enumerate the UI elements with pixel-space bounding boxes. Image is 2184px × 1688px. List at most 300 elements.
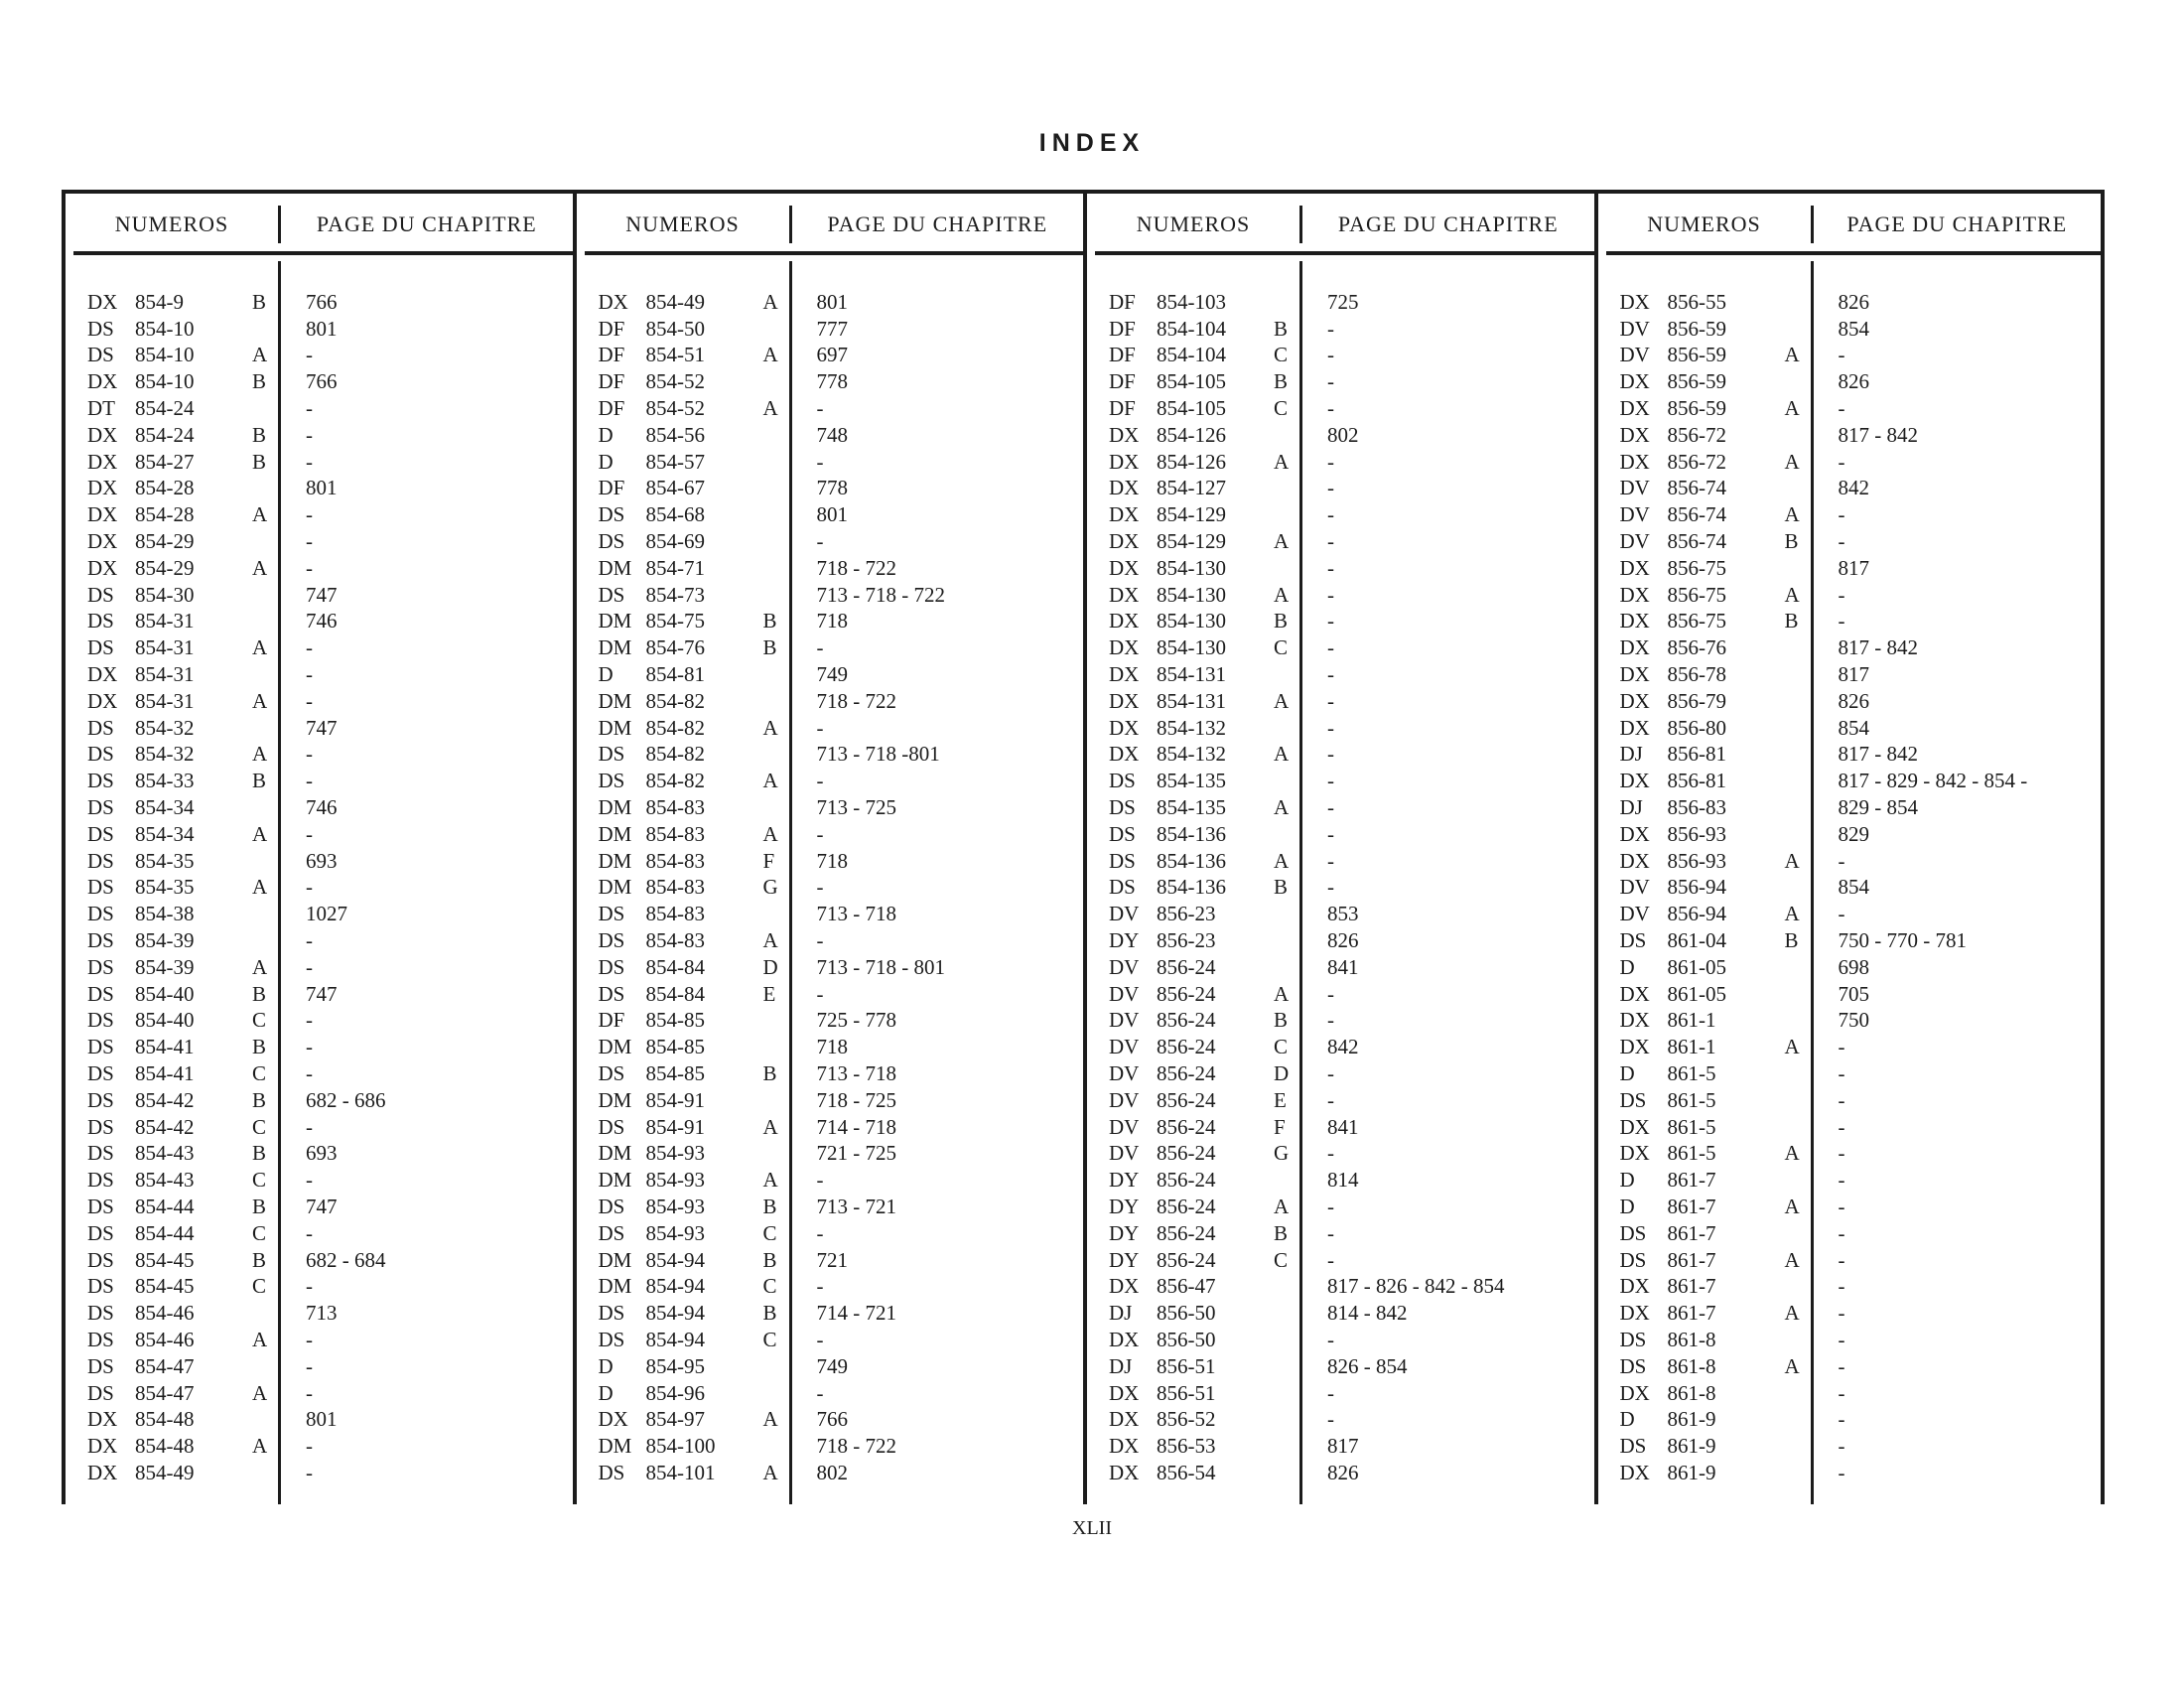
series-prefix: DX <box>598 1407 628 1432</box>
part-number: 854-84 <box>645 954 705 979</box>
chapter-pages: - <box>306 1220 313 1245</box>
index-row <box>66 927 573 954</box>
chapter-pages: - <box>816 396 824 421</box>
part-number: 856-76 <box>1667 635 1726 660</box>
chapter-pages: 721 <box>816 1247 848 1272</box>
part-number: 856-24 <box>1157 1114 1216 1139</box>
part-number: 854-69 <box>645 529 705 554</box>
variant-letter: A <box>1274 742 1290 767</box>
chapter-pages: - <box>1838 582 1845 607</box>
chapter-pages: 777 <box>816 316 848 341</box>
series-prefix: DS <box>87 795 114 820</box>
chapter-pages: 766 <box>306 289 338 314</box>
index-row <box>66 1141 573 1168</box>
index-row <box>1087 688 1594 715</box>
rows-container <box>577 289 1084 1486</box>
part-number: 854-104 <box>1157 316 1226 341</box>
part-number: 856-24 <box>1157 1061 1216 1085</box>
variant-letter: C <box>252 1220 267 1245</box>
chapter-pages: 718 <box>816 609 848 633</box>
series-prefix: DX <box>1109 529 1140 554</box>
chapter-pages: 698 <box>1838 954 1869 979</box>
part-number: 854-100 <box>645 1434 716 1459</box>
chapter-pages: - <box>1838 1220 1845 1245</box>
series-prefix: DS <box>598 1460 625 1484</box>
series-prefix: DS <box>87 1114 114 1139</box>
index-row <box>1598 1008 2102 1035</box>
series-prefix: DM <box>598 715 632 740</box>
part-number: 854-46 <box>135 1301 195 1326</box>
page-number: XLII <box>1072 1517 1112 1539</box>
series-prefix: DS <box>87 902 114 926</box>
part-number: 854-136 <box>1157 875 1226 900</box>
chapter-pages: 713 <box>306 1301 338 1326</box>
series-prefix: DS <box>87 635 114 660</box>
index-row <box>1598 1300 2102 1327</box>
chapter-pages: - <box>306 742 313 767</box>
index-row <box>1598 1220 2102 1247</box>
index-row <box>1598 848 2102 875</box>
part-number: 856-24 <box>1157 1220 1216 1245</box>
chapter-pages: 705 <box>1838 981 1869 1006</box>
part-number: 856-53 <box>1157 1434 1216 1459</box>
index-row <box>66 609 573 635</box>
chapter-pages: - <box>1327 502 1334 527</box>
series-prefix: DM <box>598 821 632 846</box>
index-row <box>1598 1380 2102 1407</box>
part-number: 854-38 <box>135 902 195 926</box>
series-prefix: DF <box>1109 396 1136 421</box>
chapter-pages: 826 <box>1327 928 1359 953</box>
part-number: 854-44 <box>135 1220 195 1245</box>
chapter-pages: - <box>1327 1380 1334 1405</box>
index-row <box>1598 1060 2102 1087</box>
series-prefix: DX <box>1109 476 1140 500</box>
part-number: 854-40 <box>135 1008 195 1033</box>
series-prefix: DX <box>87 1407 118 1432</box>
chapter-pages: 713 - 721 <box>816 1194 896 1218</box>
part-number: 854-135 <box>1157 795 1226 820</box>
index-row <box>66 981 573 1008</box>
chapter-pages: 748 <box>816 422 848 447</box>
series-prefix: DY <box>1109 928 1140 953</box>
part-number: 856-74 <box>1667 529 1726 554</box>
series-prefix: DS <box>598 742 625 767</box>
part-number: 861-7 <box>1667 1194 1716 1218</box>
index-row <box>577 501 1084 528</box>
index-row <box>66 1034 573 1060</box>
series-prefix: DX <box>1619 688 1650 713</box>
index-row <box>1598 1433 2102 1460</box>
series-prefix: DS <box>87 954 114 979</box>
series-prefix: DJ <box>1109 1301 1133 1326</box>
index-row <box>577 316 1084 343</box>
series-prefix: DM <box>598 1035 632 1059</box>
chapter-pages: - <box>306 529 313 554</box>
variant-letter: B <box>252 1194 267 1218</box>
series-prefix: DY <box>1109 1194 1140 1218</box>
part-number: 854-81 <box>645 662 705 687</box>
series-prefix: DS <box>1619 1327 1647 1351</box>
chapter-pages: - <box>1838 1141 1845 1166</box>
part-number: 854-105 <box>1157 369 1226 394</box>
index-row <box>1598 661 2102 688</box>
variant-letter: C <box>762 1220 777 1245</box>
chapter-pages: 826 <box>1838 369 1869 394</box>
chapter-pages: - <box>1838 1434 1845 1459</box>
index-row <box>66 848 573 875</box>
part-number: 854-32 <box>135 715 195 740</box>
part-number: 854-94 <box>645 1274 705 1299</box>
series-prefix: DM <box>598 1247 632 1272</box>
series-prefix: DJ <box>1619 742 1643 767</box>
index-row <box>1087 1167 1594 1194</box>
index-row <box>1087 528 1594 555</box>
part-number: 854-45 <box>135 1274 195 1299</box>
series-prefix: DX <box>1109 449 1140 474</box>
chapter-pages: - <box>306 875 313 900</box>
chapter-pages: - <box>1838 1327 1845 1351</box>
index-row <box>1598 1194 2102 1220</box>
series-prefix: DS <box>1109 795 1136 820</box>
part-number: 854-94 <box>645 1247 705 1272</box>
series-prefix: DS <box>1109 875 1136 900</box>
variant-letter: A <box>762 396 778 421</box>
variant-letter: A <box>1274 981 1290 1006</box>
index-row <box>1598 582 2102 609</box>
chapter-pages: - <box>1327 769 1334 793</box>
chapter-pages: - <box>1327 343 1334 367</box>
index-row <box>1087 1353 1594 1380</box>
series-prefix: DX <box>1109 1327 1140 1351</box>
series-prefix: DY <box>1109 1220 1140 1245</box>
series-prefix: DS <box>1619 928 1647 953</box>
variant-letter: A <box>1784 1141 1800 1166</box>
chapter-pages: 750 - 770 - 781 <box>1838 928 1967 953</box>
chapter-pages: 746 <box>306 795 338 820</box>
chapter-pages: - <box>816 1168 824 1193</box>
series-prefix: DF <box>1109 343 1136 367</box>
chapter-pages: 714 - 721 <box>816 1301 896 1326</box>
series-prefix: DX <box>1619 609 1650 633</box>
index-row <box>1087 661 1594 688</box>
variant-letter: A <box>252 1434 268 1459</box>
index-row <box>1598 768 2102 794</box>
series-prefix: DX <box>87 449 118 474</box>
part-number: 861-8 <box>1667 1353 1716 1378</box>
part-number: 854-76 <box>645 635 705 660</box>
part-number: 854-83 <box>645 795 705 820</box>
part-number: 854-31 <box>135 662 195 687</box>
series-prefix: DF <box>598 476 625 500</box>
index-row <box>1598 395 2102 422</box>
part-number: 854-43 <box>135 1168 195 1193</box>
series-prefix: DX <box>1619 289 1650 314</box>
index-row <box>577 661 1084 688</box>
index-row <box>577 582 1084 609</box>
chapter-pages: 817 - 829 - 842 - 854 - <box>1838 769 2028 793</box>
series-prefix: DV <box>1109 1114 1140 1139</box>
chapter-pages: - <box>306 928 313 953</box>
variant-letter: E <box>1274 1087 1287 1112</box>
chapter-pages: 766 <box>306 369 338 394</box>
part-number: 854-132 <box>1157 715 1226 740</box>
series-prefix: DS <box>87 1168 114 1193</box>
part-number: 854-10 <box>135 343 195 367</box>
index-row <box>1598 343 2102 369</box>
index-row <box>577 1060 1084 1087</box>
chapter-pages: 829 <box>1838 821 1869 846</box>
index-row <box>1087 582 1594 609</box>
index-row <box>577 1433 1084 1460</box>
series-prefix: DM <box>598 1274 632 1299</box>
part-number: 856-72 <box>1667 422 1726 447</box>
series-prefix: DS <box>87 1220 114 1245</box>
variant-letter: C <box>252 1274 267 1299</box>
index-row <box>1598 316 2102 343</box>
chapter-pages: - <box>1838 1194 1845 1218</box>
index-row <box>66 1008 573 1035</box>
series-prefix: DX <box>1619 369 1650 394</box>
chapter-pages: - <box>1327 635 1334 660</box>
variant-letter: G <box>762 875 778 900</box>
variant-letter: B <box>1784 529 1799 554</box>
part-number: 856-24 <box>1157 981 1216 1006</box>
index-row <box>1087 289 1594 316</box>
chapter-pages: 725 - 778 <box>816 1008 896 1033</box>
series-prefix: D <box>1619 954 1635 979</box>
index-row <box>1087 981 1594 1008</box>
index-row <box>1598 476 2102 502</box>
chapter-pages: 853 <box>1327 902 1359 926</box>
index-row <box>1087 1460 1594 1486</box>
part-number: 854-71 <box>645 555 705 580</box>
variant-letter: C <box>762 1327 777 1351</box>
series-prefix: DJ <box>1619 795 1643 820</box>
index-block <box>573 194 1084 1504</box>
series-prefix: DM <box>598 555 632 580</box>
chapter-pages: - <box>306 396 313 421</box>
chapter-pages: - <box>1838 1353 1845 1378</box>
part-number: 854-103 <box>1157 289 1226 314</box>
part-number: 854-82 <box>645 688 705 713</box>
chapter-pages: - <box>306 422 313 447</box>
index-row <box>66 1087 573 1114</box>
variant-letter: A <box>1784 1247 1800 1272</box>
series-prefix: DV <box>1109 1087 1140 1112</box>
variant-letter: B <box>1274 1008 1289 1033</box>
index-row <box>1598 422 2102 449</box>
series-prefix: DX <box>1619 1274 1650 1299</box>
part-number: 854-31 <box>135 609 195 633</box>
chapter-pages: - <box>306 1460 313 1484</box>
chapter-pages: 718 - 725 <box>816 1087 896 1112</box>
index-block <box>1083 194 1594 1504</box>
header-row <box>1598 206 2102 243</box>
series-prefix: DF <box>1109 369 1136 394</box>
part-number: 854-84 <box>645 981 705 1006</box>
index-row <box>66 1353 573 1380</box>
variant-letter: F <box>762 848 775 873</box>
chapter-pages: 693 <box>306 848 338 873</box>
variant-letter: B <box>252 1141 267 1166</box>
chapter-pages: - <box>816 875 824 900</box>
chapter-pages: - <box>306 954 313 979</box>
index-row <box>1598 1114 2102 1141</box>
part-number: 856-93 <box>1667 821 1726 846</box>
chapter-pages: 713 - 718 <box>816 902 896 926</box>
index-row <box>1598 1273 2102 1300</box>
chapter-pages: 854 <box>1838 316 1869 341</box>
index-row <box>577 289 1084 316</box>
part-number: 861-8 <box>1667 1380 1716 1405</box>
variant-letter: A <box>762 1114 778 1139</box>
variant-letter: A <box>1784 1194 1800 1218</box>
chapter-pages: - <box>1327 715 1334 740</box>
chapter-pages: - <box>816 635 824 660</box>
chapter-pages: - <box>306 1008 313 1033</box>
series-prefix: DM <box>598 609 632 633</box>
index-row <box>66 1433 573 1460</box>
variant-letter: A <box>1784 1301 1800 1326</box>
part-number: 854-39 <box>135 954 195 979</box>
series-prefix: DM <box>598 848 632 873</box>
part-number: 854-49 <box>645 289 705 314</box>
variant-letter: A <box>252 1380 268 1405</box>
chapter-pages: - <box>816 1220 824 1245</box>
part-number: 854-130 <box>1157 609 1226 633</box>
index-row <box>577 1300 1084 1327</box>
series-prefix: DS <box>1619 1353 1647 1378</box>
variant-letter: A <box>1784 1035 1800 1059</box>
header-rule <box>585 251 1084 255</box>
part-number: 861-7 <box>1667 1220 1716 1245</box>
variant-letter: A <box>762 1168 778 1193</box>
series-prefix: DX <box>1619 1141 1650 1166</box>
index-row <box>66 1460 573 1486</box>
variant-letter: B <box>1274 1220 1289 1245</box>
variant-letter: B <box>762 1194 777 1218</box>
chapter-pages: - <box>1327 1407 1334 1432</box>
chapter-pages: 750 <box>1838 1008 1869 1033</box>
chapter-pages: - <box>1327 795 1334 820</box>
variant-letter: A <box>252 343 268 367</box>
series-prefix: DV <box>1619 316 1650 341</box>
part-number: 854-31 <box>135 635 195 660</box>
series-prefix: DS <box>87 821 114 846</box>
series-prefix: DM <box>598 688 632 713</box>
series-prefix: DX <box>1619 848 1650 873</box>
part-number: 856-23 <box>1157 928 1216 953</box>
part-number: 854-82 <box>645 715 705 740</box>
chapter-pages: - <box>816 821 824 846</box>
part-number: 854-91 <box>645 1087 705 1112</box>
part-number: 861-04 <box>1667 928 1726 953</box>
index-row <box>577 449 1084 476</box>
chapter-pages: 746 <box>306 609 338 633</box>
series-prefix: DX <box>87 422 118 447</box>
series-prefix: DS <box>87 928 114 953</box>
series-prefix: DF <box>598 1008 625 1033</box>
part-number: 854-10 <box>135 369 195 394</box>
page-title: INDEX <box>1038 129 1146 157</box>
series-prefix: DS <box>598 928 625 953</box>
header-row <box>577 206 1084 243</box>
series-prefix: DS <box>87 582 114 607</box>
series-prefix: DX <box>1109 688 1140 713</box>
part-number: 854-34 <box>135 795 195 820</box>
index-row <box>1087 1141 1594 1168</box>
index-row <box>577 1273 1084 1300</box>
series-prefix: DY <box>1109 1168 1140 1193</box>
part-number: 854-57 <box>645 449 705 474</box>
index-row <box>66 368 573 395</box>
header-row <box>1087 206 1594 243</box>
series-prefix: DM <box>598 635 632 660</box>
part-number: 861-7 <box>1667 1247 1716 1272</box>
index-row <box>1087 742 1594 769</box>
index-row <box>1598 1141 2102 1168</box>
part-number: 854-68 <box>645 502 705 527</box>
chapter-pages: 817 - 842 <box>1838 635 1918 660</box>
index-row <box>66 1167 573 1194</box>
variant-letter: A <box>762 928 778 953</box>
part-number: 854-35 <box>135 848 195 873</box>
part-number: 856-94 <box>1667 875 1726 900</box>
index-row <box>577 422 1084 449</box>
part-number: 854-95 <box>645 1353 705 1378</box>
chapter-pages: 1027 <box>306 902 347 926</box>
series-prefix: DX <box>1109 635 1140 660</box>
chapter-pages: - <box>306 1274 313 1299</box>
chapter-pages: 814 <box>1327 1168 1359 1193</box>
part-number: 854-94 <box>645 1327 705 1351</box>
chapter-pages: - <box>1327 555 1334 580</box>
series-prefix: DX <box>1619 555 1650 580</box>
part-number: 854-28 <box>135 502 195 527</box>
header-rule <box>1606 251 2102 255</box>
part-number: 854-85 <box>645 1061 705 1085</box>
part-number: 854-34 <box>135 821 195 846</box>
chapter-pages: - <box>1327 396 1334 421</box>
part-number: 854-93 <box>645 1194 705 1218</box>
part-number: 856-50 <box>1157 1327 1216 1351</box>
variant-letter: A <box>762 289 778 314</box>
series-prefix: DX <box>1619 769 1650 793</box>
index-row <box>1087 395 1594 422</box>
chapter-pages: - <box>306 1380 313 1405</box>
part-number: 856-59 <box>1667 343 1726 367</box>
chapter-pages: 826 <box>1838 289 1869 314</box>
part-number: 854-96 <box>645 1380 705 1405</box>
variant-letter: E <box>762 981 776 1006</box>
series-prefix: DV <box>1109 1061 1140 1085</box>
chapter-pages: 713 - 725 <box>816 795 896 820</box>
series-prefix: DS <box>87 875 114 900</box>
chapter-pages: - <box>1327 821 1334 846</box>
series-prefix: DS <box>1109 821 1136 846</box>
part-number: 854-50 <box>645 316 705 341</box>
series-prefix: DY <box>1109 1247 1140 1272</box>
series-prefix: DS <box>598 582 625 607</box>
index-row <box>577 476 1084 502</box>
index-row <box>1598 1460 2102 1486</box>
series-prefix: DV <box>1619 476 1650 500</box>
index-block <box>1594 194 2106 1504</box>
series-prefix: DS <box>87 848 114 873</box>
index-row <box>1087 609 1594 635</box>
part-number: 854-42 <box>135 1087 195 1112</box>
